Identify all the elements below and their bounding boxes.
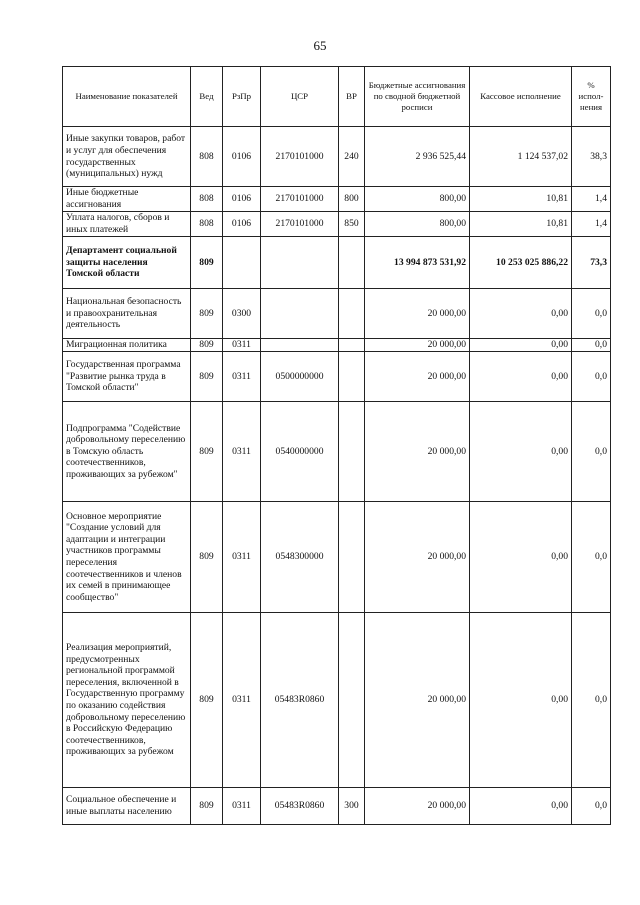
budget-table (62, 66, 611, 825)
row-name: Государственная программа "Развитие рынка труда в Томской области" (63, 352, 191, 402)
row-percent: 0,0 (572, 289, 611, 339)
row-percent: 0,0 (572, 339, 611, 352)
row-ved: 809 (191, 352, 223, 402)
header-ved: Вед (191, 67, 223, 127)
table-row (63, 237, 611, 289)
row-rzpr: 0106 (223, 187, 261, 212)
row-rzpr: 0300 (223, 289, 261, 339)
row-percent: 0,0 (572, 788, 611, 825)
row-name: Основное мероприятие "Создание условий для адаптации и интеграции участников программы переселения соотечественников и членов их семей в принимающее сообщество" (63, 502, 191, 613)
table-row (63, 613, 611, 788)
row-csr: 2170101000 (261, 127, 339, 187)
row-ved: 809 (191, 339, 223, 352)
row-percent: 0,0 (572, 402, 611, 502)
row-csr: 0548300000 (261, 502, 339, 613)
header-csr: ЦСР (261, 67, 339, 127)
header-rzpr: РзПр (223, 67, 261, 127)
row-rzpr: 0106 (223, 212, 261, 237)
row-csr: 2170101000 (261, 212, 339, 237)
row-assignments: 2 936 525,44 (365, 127, 470, 187)
row-assignments: 13 994 873 531,92 (365, 237, 470, 289)
table-row (63, 187, 611, 212)
table-row (63, 289, 611, 339)
header-vr: ВР (339, 67, 365, 127)
row-csr: 2170101000 (261, 187, 339, 212)
row-vr (339, 402, 365, 502)
row-assignments: 20 000,00 (365, 788, 470, 825)
header-assignments: Бюджетные ассигнования по сводной бюджетной росписи (365, 67, 470, 127)
row-assignments: 20 000,00 (365, 402, 470, 502)
row-percent: 1,4 (572, 212, 611, 237)
row-ved: 808 (191, 212, 223, 237)
row-csr: 05483R0860 (261, 613, 339, 788)
row-assignments: 20 000,00 (365, 339, 470, 352)
row-cash-execution: 1 124 537,02 (470, 127, 572, 187)
row-percent: 38,3 (572, 127, 611, 187)
row-vr: 240 (339, 127, 365, 187)
row-ved: 809 (191, 613, 223, 788)
row-rzpr: 0311 (223, 339, 261, 352)
header-percent: % испол-нения (572, 67, 611, 127)
row-name: Социальное обеспечение и иные выплаты населению (63, 788, 191, 825)
row-percent: 0,0 (572, 502, 611, 613)
table-row (63, 212, 611, 237)
table-row (63, 127, 611, 187)
row-vr: 300 (339, 788, 365, 825)
row-cash-execution: 0,00 (470, 402, 572, 502)
row-name: Миграционная политика (63, 339, 191, 352)
row-vr: 850 (339, 212, 365, 237)
row-cash-execution: 0,00 (470, 788, 572, 825)
row-name: Департамент социальной защиты населения Томской области (63, 237, 191, 289)
row-ved: 809 (191, 289, 223, 339)
row-rzpr: 0311 (223, 788, 261, 825)
row-csr: 0540000000 (261, 402, 339, 502)
row-vr (339, 502, 365, 613)
row-rzpr: 0311 (223, 502, 261, 613)
row-csr (261, 237, 339, 289)
header-cash-execution: Кассовое исполнение (470, 67, 572, 127)
row-cash-execution: 10 253 025 886,22 (470, 237, 572, 289)
row-ved: 809 (191, 402, 223, 502)
row-csr: 0500000000 (261, 352, 339, 402)
row-rzpr (223, 237, 261, 289)
row-name: Иные бюджетные ассигнования (63, 187, 191, 212)
row-name: Уплата налогов, сборов и иных платежей (63, 212, 191, 237)
row-name: Подпрограмма "Содействие добровольному переселению в Томскую область соотечественников, проживающих за рубежом" (63, 402, 191, 502)
row-csr: 05483R0860 (261, 788, 339, 825)
page-number: 65 (313, 38, 327, 53)
row-vr (339, 289, 365, 339)
row-rzpr: 0311 (223, 613, 261, 788)
row-assignments: 20 000,00 (365, 352, 470, 402)
row-cash-execution: 0,00 (470, 339, 572, 352)
row-percent: 73,3 (572, 237, 611, 289)
row-csr (261, 289, 339, 339)
row-percent: 0,0 (572, 352, 611, 402)
header-row (63, 67, 611, 127)
row-name: Иные закупки товаров, работ и услуг для обеспечения государственных (муниципальных) нужд (63, 127, 191, 187)
row-vr: 800 (339, 187, 365, 212)
row-assignments: 20 000,00 (365, 289, 470, 339)
table-row (63, 402, 611, 502)
row-assignments: 20 000,00 (365, 502, 470, 613)
row-csr (261, 339, 339, 352)
row-cash-execution: 0,00 (470, 502, 572, 613)
row-name: Национальная безопасность и правоохранительная деятельность (63, 289, 191, 339)
row-cash-execution: 0,00 (470, 289, 572, 339)
row-cash-execution: 0,00 (470, 613, 572, 788)
row-ved: 809 (191, 502, 223, 613)
row-ved: 809 (191, 788, 223, 825)
row-rzpr: 0106 (223, 127, 261, 187)
row-percent: 0,0 (572, 613, 611, 788)
table-row (63, 339, 611, 352)
row-assignments: 800,00 (365, 187, 470, 212)
row-assignments: 20 000,00 (365, 613, 470, 788)
row-vr (339, 339, 365, 352)
row-vr (339, 613, 365, 788)
row-cash-execution: 0,00 (470, 352, 572, 402)
table-row (63, 352, 611, 402)
row-cash-execution: 10,81 (470, 187, 572, 212)
row-vr (339, 237, 365, 289)
row-rzpr: 0311 (223, 352, 261, 402)
row-ved: 809 (191, 237, 223, 289)
row-cash-execution: 10,81 (470, 212, 572, 237)
row-name: Реализация мероприятий, предусмотренных региональной программой переселения, включенной в Государственную программу по оказанию содействия добровольному переселению в Российскую Федерацию соотечественников, проживающих за рубежом (63, 613, 191, 788)
row-assignments: 800,00 (365, 212, 470, 237)
row-ved: 808 (191, 187, 223, 212)
row-rzpr: 0311 (223, 402, 261, 502)
row-vr (339, 352, 365, 402)
row-percent: 1,4 (572, 187, 611, 212)
table-row (63, 502, 611, 613)
header-name: Наименование показателей (63, 67, 191, 127)
row-ved: 808 (191, 127, 223, 187)
table-row (63, 788, 611, 825)
